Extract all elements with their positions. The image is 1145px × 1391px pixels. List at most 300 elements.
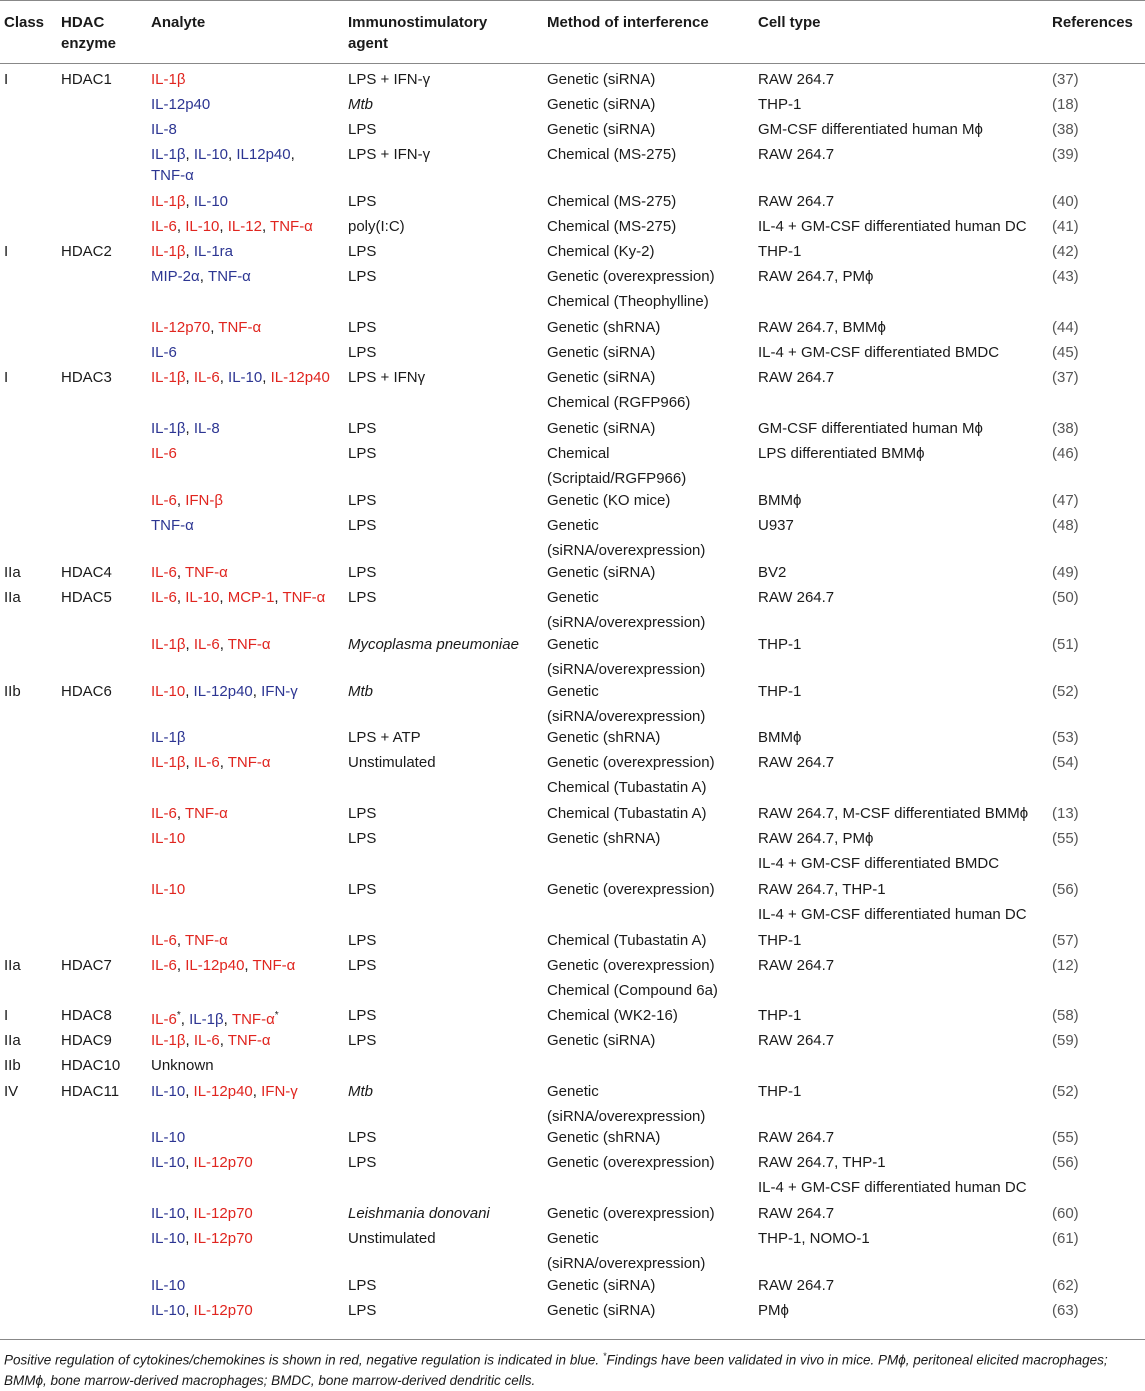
analyte-positive: IL-1β <box>151 754 186 771</box>
text-segment: Leishmania donovani <box>348 1205 490 1222</box>
cell-cell-type <box>758 490 801 511</box>
cell-method-line: Genetic (overexpression) <box>547 957 715 974</box>
cell-cell-type <box>758 681 801 702</box>
cell-cell-type <box>758 1081 801 1102</box>
analyte-negative: IL-1β <box>189 1011 224 1028</box>
cell-immunostimulatory-agent <box>348 1203 490 1224</box>
cell-reference: (52) <box>1052 683 1079 700</box>
cell-cell-type-line: THP-1 <box>758 1083 802 1100</box>
cell-immunostimulatory-agent <box>348 1228 436 1249</box>
cell-enzyme: HDAC7 <box>61 957 112 974</box>
cell-method-line: (Scriptaid/RGFP966) <box>547 470 687 487</box>
cell-class: I <box>4 1007 9 1024</box>
cell-analyte <box>151 930 228 951</box>
analyte-positive: IL-6 <box>193 1032 220 1049</box>
cell-cell-type-line: RAW 264.7 <box>758 1205 835 1222</box>
analyte-negative: IL-10 <box>193 146 229 163</box>
cell-immunostimulatory-agent <box>348 1300 376 1321</box>
cell-method <box>547 1152 715 1173</box>
cell-method <box>547 216 676 237</box>
cell-immunostimulatory-agent <box>348 191 376 212</box>
analyte-positive: IL-12p40 <box>270 369 330 386</box>
cell-immunostimulatory-agent <box>348 562 376 583</box>
cell-class: IIa <box>4 957 21 974</box>
cell-cell-type-line: THP-1 <box>758 1007 802 1024</box>
text-segment: LPS <box>348 932 377 949</box>
header-analyte: Analyte <box>151 14 206 31</box>
text-segment: , <box>185 683 194 700</box>
analyte-positive: IL-12p40 <box>193 1083 253 1100</box>
analyte-negative: IL-10 <box>193 193 229 210</box>
cell-class: I <box>4 71 9 88</box>
analyte-positive: IL-12p40 <box>185 957 245 974</box>
text-segment: , <box>252 683 262 700</box>
cell-analyte <box>151 562 228 583</box>
cell-reference: (42) <box>1052 243 1079 260</box>
cell-reference: (60) <box>1052 1205 1079 1222</box>
cell-immunostimulatory-agent <box>348 1152 376 1173</box>
cell-cell-type-line: RAW 264.7 <box>758 1032 835 1049</box>
text-segment: , <box>185 146 194 163</box>
cell-enzyme: HDAC8 <box>61 1007 112 1024</box>
text-segment: LPS <box>348 517 377 534</box>
text-segment: LPS <box>348 243 377 260</box>
cell-enzyme: HDAC6 <box>61 683 112 700</box>
text-segment: Unstimulated <box>348 1230 436 1247</box>
analyte-positive: TNF-α <box>184 564 228 581</box>
cell-reference: (43) <box>1052 268 1079 285</box>
cell-immunostimulatory-agent <box>348 803 376 824</box>
cell-cell-type-line: IL-4 + GM-CSF differentiated human DC <box>758 218 1027 235</box>
cell-analyte <box>151 752 271 773</box>
text-segment: , <box>262 369 271 386</box>
analyte-negative: IL12p40 <box>236 146 291 163</box>
cell-reference: (37) <box>1052 71 1079 88</box>
cell-cell-type-line: PMϕ <box>758 1302 789 1319</box>
text-segment: , <box>185 1302 194 1319</box>
cell-cell-type <box>758 418 983 439</box>
cell-immunostimulatory-agent <box>348 930 376 951</box>
cell-method-line: Genetic (siRNA) <box>547 1032 656 1049</box>
analyte-negative: IL-8 <box>193 420 220 437</box>
text-segment: LPS <box>348 121 377 138</box>
cell-analyte <box>151 1005 279 1030</box>
analyte-negative: IL-12p40 <box>151 96 211 113</box>
cell-analyte <box>151 1203 253 1224</box>
cell-immunostimulatory-agent <box>348 216 405 237</box>
text-segment: Unstimulated <box>348 754 436 771</box>
text-segment: , <box>176 805 185 822</box>
text-segment: LPS <box>348 445 377 462</box>
cell-method-line: Chemical (WK2-16) <box>547 1007 678 1024</box>
cell-immunostimulatory-agent <box>348 1127 376 1148</box>
cell-analyte <box>151 490 223 511</box>
header-references: References <box>1052 14 1133 31</box>
cell-immunostimulatory-agent <box>348 342 376 363</box>
analyte-positive: MCP-1 <box>227 589 275 606</box>
text-segment: , <box>185 754 194 771</box>
cell-method <box>547 930 707 951</box>
analyte-positive: IFN-β <box>185 492 223 509</box>
cell-cell-type-line: RAW 264.7 <box>758 1277 835 1294</box>
cell-cell-type-line: RAW 264.7, M-CSF differentiated BMMϕ <box>758 805 1029 822</box>
analyte-positive: TNF-α <box>184 932 228 949</box>
analyte-positive: IFN-γ <box>261 1083 298 1100</box>
cell-immunostimulatory-agent <box>348 1275 376 1296</box>
cell-method-line: Genetic (siRNA) <box>547 1277 656 1294</box>
cell-analyte <box>151 681 298 702</box>
cell-immunostimulatory-agent <box>348 144 430 165</box>
cell-analyte <box>151 191 228 212</box>
cell-analyte <box>151 587 325 608</box>
cell-method-line: Genetic (siRNA) <box>547 344 656 361</box>
cell-method <box>547 1275 655 1296</box>
text-segment: , <box>185 193 194 210</box>
cell-reference: (61) <box>1052 1230 1079 1247</box>
cell-method <box>547 94 655 115</box>
analyte-positive: IL-6 <box>151 564 177 581</box>
text-segment: , <box>290 146 295 163</box>
text-segment: , <box>223 1011 232 1028</box>
cell-method <box>547 879 715 900</box>
cell-cell-type <box>758 119 983 140</box>
text-segment: , <box>185 243 194 260</box>
cell-cell-type-line: THP-1 <box>758 96 802 113</box>
cell-reference: (62) <box>1052 1277 1079 1294</box>
cell-cell-type-line: IL-4 + GM-CSF differentiated BMDC <box>758 855 1000 872</box>
text-segment: LPS <box>348 420 377 437</box>
cell-immunostimulatory-agent <box>348 443 376 464</box>
cell-reference: (54) <box>1052 754 1079 771</box>
cell-cell-type <box>758 930 801 951</box>
cell-cell-type-line: THP-1 <box>758 932 802 949</box>
cell-cell-type <box>758 587 834 608</box>
cell-reference: (52) <box>1052 1083 1079 1100</box>
cell-method <box>547 953 718 1003</box>
analyte-negative: TNF-α <box>208 268 251 285</box>
text-segment: , <box>180 1011 190 1028</box>
analyte-positive: IL-6 <box>151 445 177 462</box>
cell-cell-type-line: RAW 264.7, THP-1 <box>758 881 886 898</box>
text-segment: , <box>176 492 186 509</box>
cell-reference: (57) <box>1052 932 1079 949</box>
text-segment: , <box>219 754 228 771</box>
analyte-positive: IL-1β <box>151 243 186 260</box>
header-enzyme-line2: enzyme <box>61 35 117 52</box>
analyte-negative: IL-1β <box>151 420 186 437</box>
analyte-positive: IL-1β <box>151 636 186 653</box>
cell-method <box>547 490 670 511</box>
cell-analyte <box>151 1030 271 1051</box>
cell-analyte <box>151 634 271 655</box>
text-segment: , <box>185 1205 194 1222</box>
cell-cell-type-line: RAW 264.7 <box>758 957 835 974</box>
text-segment: , <box>185 1154 194 1171</box>
cell-method <box>547 562 655 583</box>
text-segment: Mtb <box>348 1083 374 1100</box>
cell-analyte <box>151 94 210 115</box>
cell-method-line: (siRNA/overexpression) <box>547 614 706 631</box>
cell-class: I <box>4 369 9 386</box>
cell-method <box>547 727 660 748</box>
cell-analyte <box>151 317 261 338</box>
cell-method <box>547 264 715 314</box>
cell-immunostimulatory-agent <box>348 955 376 976</box>
cell-cell-type-line: U937 <box>758 517 794 534</box>
cell-reference: (41) <box>1052 218 1079 235</box>
header-enzyme-line1: HDAC <box>61 14 105 31</box>
cell-method-line: Genetic (overexpression) <box>547 1154 715 1171</box>
text-segment: Mtb <box>348 96 374 113</box>
analyte-negative: IL-1ra <box>193 243 234 260</box>
cell-method-line: Chemical (Tubastatin A) <box>547 932 707 949</box>
footnote-text-3: BMMϕ, bone marrow-derived macrophages; BMDC, bone marrow-derived dendritic cells. <box>4 1372 536 1388</box>
analyte-positive: IL-6 <box>193 636 220 653</box>
cell-enzyme: HDAC1 <box>61 71 112 88</box>
cell-cell-type <box>758 752 834 773</box>
cell-cell-type-line: THP-1, NOMO-1 <box>758 1230 870 1247</box>
cell-enzyme: HDAC4 <box>61 564 112 581</box>
cell-cell-type <box>758 266 873 287</box>
text-segment: LPS <box>348 492 377 509</box>
analyte-negative: MIP-2α <box>151 268 200 285</box>
cell-method-line: Genetic (siRNA) <box>547 369 656 386</box>
cell-method <box>547 1005 678 1026</box>
analyte-negative: IFN-γ <box>261 683 298 700</box>
cell-cell-type <box>758 367 834 388</box>
cell-method <box>547 1079 705 1129</box>
cell-enzyme: HDAC3 <box>61 369 112 386</box>
cell-cell-type-line: IL-4 + GM-CSF differentiated BMDC <box>758 344 1000 361</box>
cell-cell-type-line: RAW 264.7 <box>758 589 835 606</box>
cell-reference: (55) <box>1052 1129 1079 1146</box>
analyte-positive: TNF-α <box>270 218 313 235</box>
cell-analyte <box>151 515 194 536</box>
analyte-positive: TNF-α <box>184 805 228 822</box>
cell-analyte <box>151 1152 253 1173</box>
cell-analyte <box>151 241 233 262</box>
analyte-negative: TNF-α <box>151 167 194 184</box>
analyte-negative: IL-10 <box>151 1154 186 1171</box>
cell-immunostimulatory-agent <box>348 490 376 511</box>
cell-method <box>547 679 705 729</box>
text-segment: LPS <box>348 268 377 285</box>
cell-method-line: Genetic <box>547 636 599 653</box>
analyte-positive: IL-12 <box>227 218 262 235</box>
cell-analyte <box>151 144 295 186</box>
header-cell-type: Cell type <box>758 14 821 31</box>
cell-method-line: Genetic (shRNA) <box>547 729 661 746</box>
cell-reference: (46) <box>1052 445 1079 462</box>
analyte-positive: TNF-α <box>227 636 271 653</box>
analyte-positive: IL-12p70 <box>151 319 211 336</box>
footnote-text-1: Positive regulation of cytokines/chemokines is shown in red, negative regulation is indicated in blue. <box>4 1352 603 1368</box>
cell-method-line: Genetic (shRNA) <box>547 319 661 336</box>
analyte-negative: IL-10 <box>151 1083 186 1100</box>
cell-reference: (38) <box>1052 121 1079 138</box>
text-segment: , <box>244 957 253 974</box>
text-segment: , <box>219 589 228 606</box>
cell-method <box>547 441 686 491</box>
analyte-positive: IL-1β <box>151 193 186 210</box>
analyte-positive: IL-6 <box>151 218 177 235</box>
cell-method-line: Genetic <box>547 1230 599 1247</box>
analyte-positive: IL-1β <box>151 71 186 88</box>
table-footnote <box>4 1346 1140 1391</box>
header-method: Method of interference <box>547 14 709 31</box>
cell-method-line: Genetic (siRNA) <box>547 71 656 88</box>
cell-cell-type <box>758 144 834 165</box>
text-segment: , <box>176 589 186 606</box>
cell-reference: (44) <box>1052 319 1079 336</box>
cell-reference: (58) <box>1052 1007 1079 1024</box>
text-segment: , <box>185 636 194 653</box>
cell-cell-type-line: GM-CSF differentiated human Mϕ <box>758 121 983 138</box>
cell-method-line: Genetic (siRNA) <box>547 96 656 113</box>
cell-method <box>547 1030 655 1051</box>
text-segment: LPS <box>348 881 377 898</box>
analyte-negative: IL-10 <box>151 1302 186 1319</box>
analyte-positive: IL-6 <box>151 957 177 974</box>
cell-cell-type-line: RAW 264.7 <box>758 369 835 386</box>
footnote-text-2: Findings have been validated in vivo in mice. PMϕ, peritoneal elicited macrophages; <box>606 1352 1108 1368</box>
text-segment: , <box>210 319 219 336</box>
analyte-positive: IL-10 <box>151 683 186 700</box>
cell-immunostimulatory-agent <box>348 587 376 608</box>
cell-immunostimulatory-agent <box>348 828 376 849</box>
text-segment: LPS <box>348 1154 377 1171</box>
cell-cell-type <box>758 342 999 363</box>
cell-cell-type-line: BMMϕ <box>758 729 802 746</box>
cell-cell-type-line: RAW 264.7 <box>758 71 835 88</box>
cell-cell-type <box>758 515 794 536</box>
text-segment: , <box>219 218 228 235</box>
cell-class: IIb <box>4 683 21 700</box>
cell-reference: (13) <box>1052 805 1079 822</box>
cell-method-line: Genetic (shRNA) <box>547 1129 661 1146</box>
analyte-negative: IL-1β <box>151 729 186 746</box>
analyte-positive: IL-6 <box>151 932 177 949</box>
cell-reference: (38) <box>1052 420 1079 437</box>
text-segment: , <box>185 1032 194 1049</box>
cell-cell-type-line: RAW 264.7, THP-1 <box>758 1154 886 1171</box>
cell-reference: (18) <box>1052 96 1079 113</box>
cell-method-line: Genetic (siRNA) <box>547 121 656 138</box>
analyte-positive: TNF-α <box>227 1032 271 1049</box>
cell-method-line: Chemical (MS-275) <box>547 146 677 163</box>
text-segment: LPS <box>348 193 377 210</box>
cell-enzyme: HDAC11 <box>61 1083 120 1100</box>
table-top-rule <box>0 0 1145 1</box>
cell-reference: (56) <box>1052 881 1079 898</box>
cell-analyte <box>151 727 185 748</box>
cell-class: IIb <box>4 1057 21 1074</box>
header-enzyme <box>61 12 116 54</box>
text-segment: , <box>219 369 229 386</box>
cell-cell-type <box>758 1030 834 1051</box>
header-stimulus-line1: Immunostimulatory <box>348 14 488 31</box>
cell-cell-type <box>758 727 801 748</box>
cell-cell-type <box>758 955 834 976</box>
cell-analyte <box>151 1275 185 1296</box>
cell-method <box>547 191 676 212</box>
cell-method <box>547 241 655 262</box>
cell-cell-type-line: RAW 264.7 <box>758 1129 835 1146</box>
cell-method-line: (siRNA/overexpression) <box>547 708 706 725</box>
cell-method <box>547 513 705 563</box>
analyte-negative: IL-8 <box>151 121 177 138</box>
cell-method <box>547 632 705 682</box>
cell-method <box>547 1300 655 1321</box>
cell-cell-type-line: RAW 264.7 <box>758 754 835 771</box>
cell-cell-type <box>758 803 1028 824</box>
analyte-positive: IL-12p70 <box>193 1230 253 1247</box>
cell-cell-type <box>758 1203 834 1224</box>
cell-method <box>547 144 676 165</box>
cell-method-line: Genetic <box>547 1083 599 1100</box>
cell-method <box>547 69 655 90</box>
header-stimulus-line2: agent <box>348 35 389 52</box>
cell-cell-type-line: BMMϕ <box>758 492 802 509</box>
cell-reference: (47) <box>1052 492 1079 509</box>
cell-immunostimulatory-agent <box>348 515 376 536</box>
text-segment: LPS <box>348 1277 377 1294</box>
analyte-negative: IL-10 <box>151 1230 186 1247</box>
cell-method-line: (siRNA/overexpression) <box>547 661 706 678</box>
text-segment: LPS + IFN-γ <box>348 146 431 163</box>
text-segment: LPS <box>348 1129 377 1146</box>
cell-enzyme: HDAC10 <box>61 1057 121 1074</box>
text-segment: LPS + IFN-γ <box>348 71 431 88</box>
cell-analyte <box>151 216 313 237</box>
cell-analyte <box>151 1055 214 1076</box>
cell-cell-type <box>758 317 886 338</box>
text-segment: , <box>228 146 237 163</box>
analyte-negative: IL-10 <box>151 1277 186 1294</box>
analyte-positive: IL-6 <box>193 754 220 771</box>
asterisk-mark: * <box>176 1010 181 1021</box>
cell-cell-type-line: RAW 264.7 <box>758 146 835 163</box>
cell-immunostimulatory-agent <box>348 266 376 287</box>
cell-cell-type-line: RAW 264.7, PMϕ <box>758 830 874 847</box>
analyte-positive: TNF-α <box>282 589 326 606</box>
text-segment: LPS <box>348 830 377 847</box>
header-class: Class <box>4 14 45 31</box>
analyte-positive: IL-1β <box>151 1032 186 1049</box>
cell-cell-type-line: BV2 <box>758 564 787 581</box>
text-segment: , <box>176 957 186 974</box>
cell-analyte <box>151 266 251 287</box>
analyte-positive: TNF-α <box>252 957 296 974</box>
analyte-positive: IL-6 <box>151 589 177 606</box>
analyte-negative: IL-6 <box>151 344 177 361</box>
table-bottom-rule <box>0 1339 1145 1340</box>
cell-method-line: Chemical (Ky-2) <box>547 243 655 260</box>
text-segment: , <box>185 1230 194 1247</box>
header-immunostimulatory-agent <box>348 12 487 54</box>
text-segment: , <box>199 268 209 285</box>
cell-cell-type-line: THP-1 <box>758 243 802 260</box>
text-segment: Mycoplasma pneumoniae <box>348 636 519 653</box>
cell-method <box>547 803 707 824</box>
cell-immunostimulatory-agent <box>348 418 376 439</box>
cell-immunostimulatory-agent <box>348 367 425 388</box>
analyte-positive: IL-10 <box>185 589 220 606</box>
cell-cell-type <box>758 69 834 90</box>
asterisk-mark: * <box>274 1010 279 1021</box>
analyte-positive: IL-6 <box>151 1011 177 1028</box>
cell-class: IIa <box>4 589 21 606</box>
